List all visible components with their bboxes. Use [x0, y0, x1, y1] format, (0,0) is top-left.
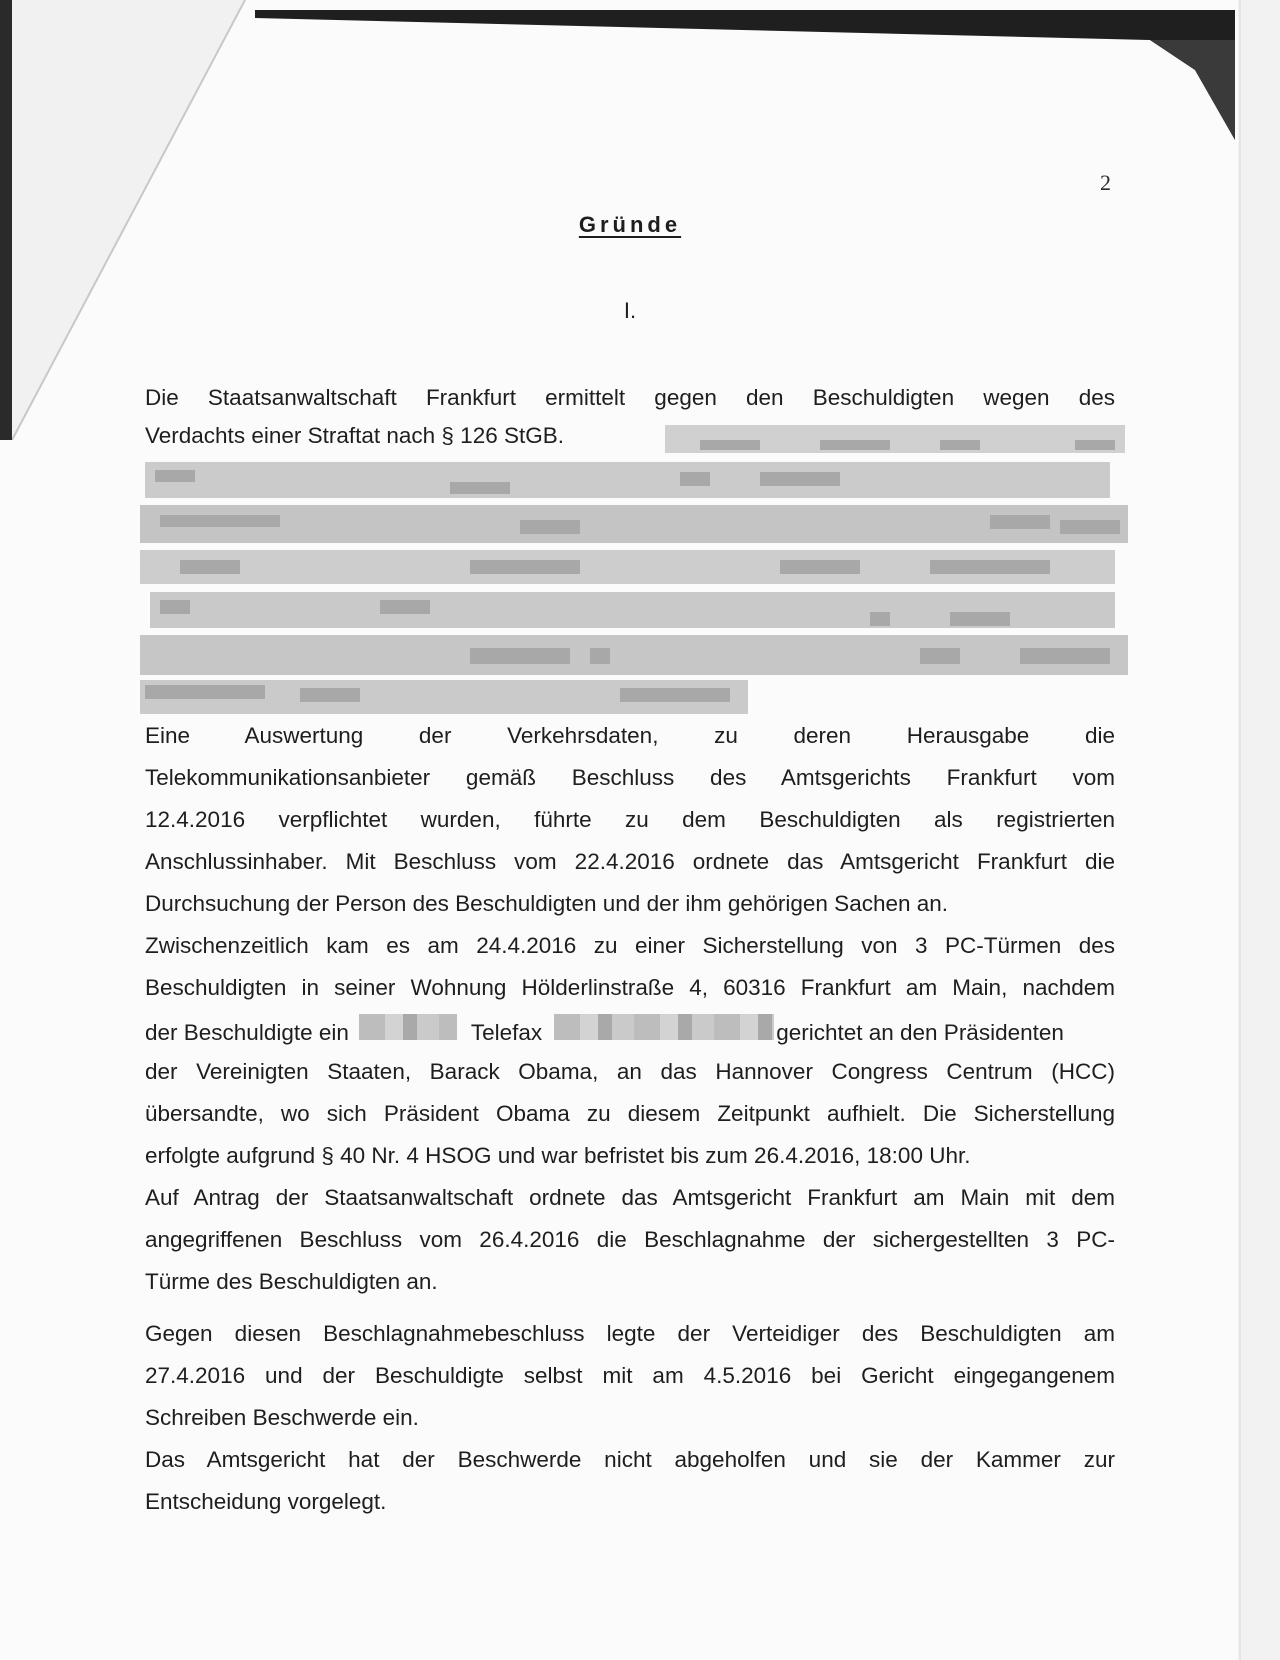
- heading-text: Gründe: [578, 212, 682, 237]
- paragraph-line: Die Staatsanwaltschaft Frankfurt ermittelt gegen den Beschuldigten wegen des: [145, 385, 1115, 410]
- redaction-inline: [554, 1014, 774, 1040]
- text-segment: gerichtet an den Präsidenten: [776, 1020, 1064, 1045]
- paragraph-line: angegriffenen Beschluss vom 26.4.2016 die Beschlagnahme der sichergestellten 3 PC-: [145, 1227, 1115, 1252]
- paragraph-line: Türme des Beschuldigten an.: [145, 1269, 438, 1294]
- page-number: 2: [1100, 170, 1111, 195]
- paragraph-line: der Vereinigten Staaten, Barack Obama, an das Hannover Congress Centrum (HCC): [145, 1059, 1115, 1084]
- paragraph-line: erfolgte aufgrund § 40 Nr. 4 HSOG und war befristet bis zum 26.4.2016, 18:00 Uhr.: [145, 1143, 971, 1168]
- paragraph-line: Zwischenzeitlich kam es am 24.4.2016 zu einer Sicherstellung von 3 PC-Türmen des: [145, 933, 1115, 958]
- paragraph-line: 12.4.2016 verpflichtet wurden, führte zu dem Beschuldigten als registrierten: [145, 807, 1115, 832]
- paragraph-line: Beschuldigten in seiner Wohnung Hölderlinstraße 4, 60316 Frankfurt am Main, nachdem: [145, 975, 1115, 1000]
- paragraph-line: [145, 1014, 1115, 1049]
- paragraph-line: Telekommunikationsanbieter gemäß Beschluss des Amtsgerichts Frankfurt vom: [145, 765, 1115, 790]
- paragraph-line: Schreiben Beschwerde ein.: [145, 1405, 419, 1430]
- text-segment: Telefax: [470, 1020, 543, 1045]
- paragraph-line: übersandte, wo sich Präsident Obama zu diesem Zeitpunkt aufhielt. Die Sicherstellung: [145, 1101, 1115, 1126]
- section-number: I.: [623, 298, 637, 323]
- heading-gruende: [0, 212, 1260, 238]
- paragraph-line: Verdachts einer Straftat nach § 126 StGB.: [145, 423, 564, 448]
- paragraph-line: Gegen diesen Beschlagnahmebeschluss legte der Verteidiger des Beschuldigten am: [145, 1321, 1115, 1346]
- text-segment: der Beschuldigte ein: [145, 1020, 349, 1045]
- paragraph-line: 27.4.2016 und der Beschuldigte selbst mit am 4.5.2016 bei Gericht eingegangenem: [145, 1363, 1115, 1388]
- paragraph-line: Eine Auswertung der Verkehrsdaten, zu deren Herausgabe die: [145, 723, 1115, 748]
- redaction-inline: [359, 1014, 457, 1040]
- paragraph-line: Das Amtsgericht hat der Beschwerde nicht abgeholfen und sie der Kammer zur: [145, 1447, 1115, 1472]
- paragraph-line: Durchsuchung der Person des Beschuldigten und der ihm gehörigen Sachen an.: [145, 891, 949, 916]
- paragraph-line: Entscheidung vorgelegt.: [145, 1489, 387, 1514]
- paragraph-line: Auf Antrag der Staatsanwaltschaft ordnete das Amtsgericht Frankfurt am Main mit dem: [145, 1185, 1115, 1210]
- paragraph-line: Anschlussinhaber. Mit Beschluss vom 22.4.2016 ordnete das Amtsgericht Frankfurt die: [145, 849, 1115, 874]
